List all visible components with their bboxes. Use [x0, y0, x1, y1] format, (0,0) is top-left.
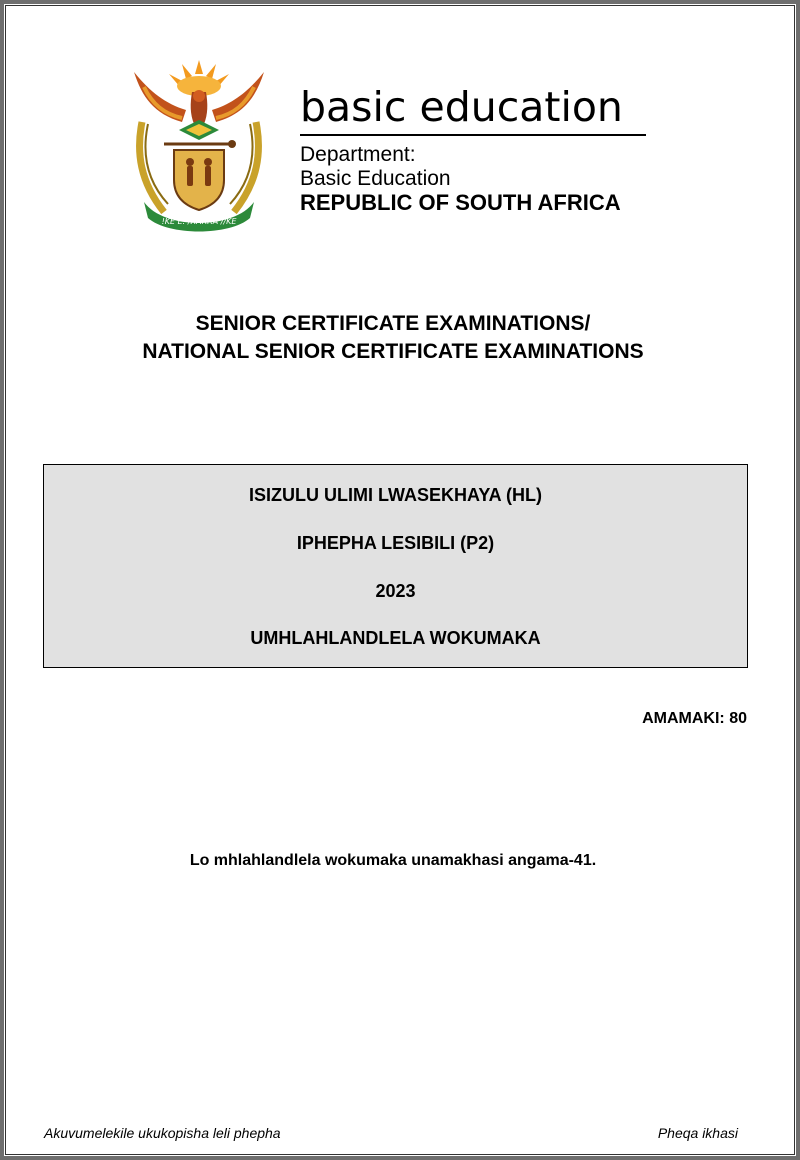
total-marks: AMAMAKI: 80: [642, 710, 747, 727]
subject-box: [43, 464, 748, 668]
brand-title: basic education: [300, 84, 646, 136]
south-africa-coat-of-arms-icon: [124, 52, 274, 232]
page-count-note: Lo mhlahlandlela wokumaka unamakhasi angama-41.: [189, 852, 597, 869]
exam-heading-line-2: NATIONAL SENIOR CERTIFICATE EXAMINATIONS: [142, 340, 644, 363]
department-branding: [300, 84, 650, 215]
exam-heading: [0, 310, 786, 366]
department-name: Basic Education: [300, 167, 451, 190]
exam-year: 2023: [375, 581, 416, 601]
subject-title: ISIZULU ULIMI LWASEKHAYA (HL): [248, 485, 542, 505]
copyright-notice: Akuvumelekile ukukopisha leli phepha: [44, 1125, 281, 1141]
department-label: Department:: [300, 143, 416, 166]
exam-heading-line-1: SENIOR CERTIFICATE EXAMINATIONS/: [195, 312, 591, 335]
turn-over-note: Pheqa ikhasi: [657, 1125, 738, 1141]
paper-number: IPHEPHA LESIBILI (P2): [296, 533, 495, 553]
crest-motto: !KE E: /XARRA //KE: [161, 217, 237, 226]
document-type: UMHLAHLANDLELA WOKUMAKA: [250, 628, 541, 648]
country-name: REPUBLIC OF SOUTH AFRICA: [300, 190, 621, 215]
